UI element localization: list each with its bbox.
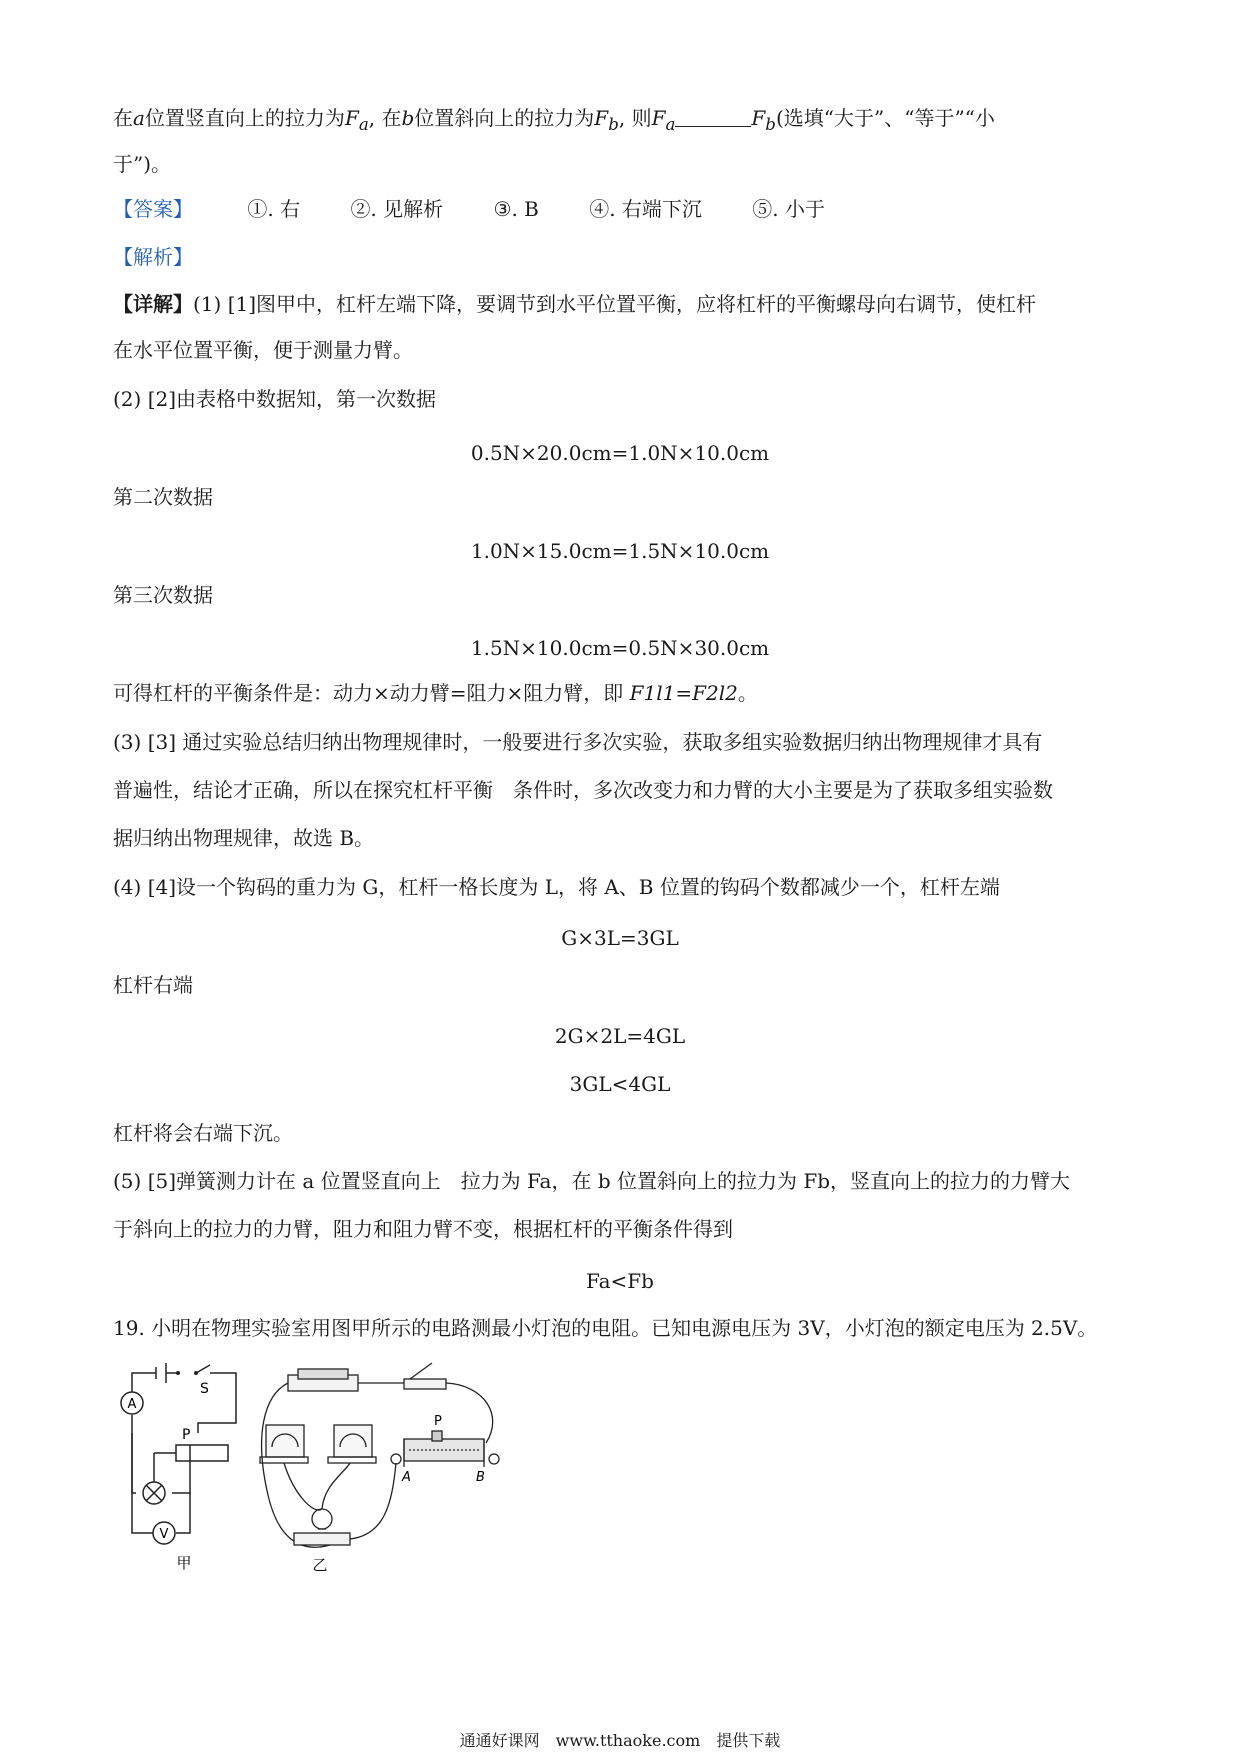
conclusion-line: 可得杠杆的平衡条件是：动力×动力臂=阻力×阻力臂，即 F1l1=F2l2。 (113, 681, 758, 705)
q18-tail-line-2: 于”)。 (113, 152, 172, 176)
slider-label: P (182, 1427, 191, 1443)
apparatus-diagram-yi (254, 1355, 524, 1575)
equation-1: 0.5N×20.0cm=1.0N×10.0cm (470, 441, 770, 465)
detail-p4-conclusion: 杠杆将会右端下沉。 (113, 1121, 293, 1145)
circuit-diagram-jia (108, 1363, 248, 1573)
rheostat-end-a-label: A (402, 1470, 411, 1485)
second-data-label: 第二次数据 (113, 485, 213, 509)
right-end-label: 杠杆右端 (113, 973, 193, 997)
question-19-text: 19. 小明在物理实验室用图甲所示的电路测最小灯泡的电阻。已知电源电压为 3V，小灯泡的额定电压为 2.5V。 (113, 1316, 1098, 1340)
rheostat-end-b-label: B (476, 1470, 485, 1485)
figure-jia-caption: 甲 (176, 1554, 192, 1572)
detail-p3-line-1: (3) [3] 通过实验总结归纳出物理规律时，一般要进行多次实验，获取多组实验数据归纳出物理规律才具有 (113, 730, 1043, 754)
detail-p1-line-2: 在水平位置平衡，便于测量力臂。 (113, 338, 413, 362)
detail-p5-line-1: (5) [5]弹簧测力计在 a 位置竖直向上 拉力为 Fa，在 b 位置斜向上的拉力为 Fb，竖直向上的拉力的力臂大 (113, 1169, 1071, 1193)
detail-p1-line-1: 【详解】(1) [1]图甲中，杠杆左端下降，要调节到水平位置平衡，应将杠杆的平衡螺母向右调节，使杠杆 (113, 292, 1037, 316)
detail-p3-line-3: 据归纳出物理规律，故选 B。 (113, 826, 375, 850)
page-footer: 通通好课网 www.tthaoke.com 提供下载 (459, 1731, 781, 1750)
answer-item: ⑤. 小于 (752, 197, 826, 221)
switch-label: S (200, 1381, 209, 1397)
equation-4: G×3L=3GL (561, 926, 679, 950)
equation-6: 3GL<4GL (569, 1072, 671, 1096)
answer-item: ①. 右 (247, 197, 301, 221)
equation-5: 2G×2L=4GL (554, 1024, 686, 1048)
answer-item: ④. 右端下沉 (589, 197, 702, 221)
equation-3: 1.5N×10.0cm=0.5N×30.0cm (470, 636, 770, 660)
answer-row (113, 194, 869, 224)
q18-tail-line-1: 在a位置竖直向上的拉力为$F_a$, 在b位置斜向上的拉力为$F_b$, 则$F_a$ $F_b$(选填“大于”、“等于”“小 (113, 106, 995, 134)
ammeter-label: A (127, 1397, 137, 1412)
voltmeter-label: V (159, 1527, 169, 1542)
detail-label: 【详解】 (113, 292, 193, 316)
analysis-label: 【解析】 (113, 245, 193, 269)
figure-yi-caption: 乙 (312, 1556, 328, 1574)
answer-item: ②. 见解析 (350, 197, 444, 221)
equation-7: Fa<Fb (586, 1269, 654, 1293)
detail-p3-line-2: 普遍性，结论才正确，所以在探究杠杆平衡 条件时，多次改变力和力臂的大小主要是为了获取多组实验数 (113, 778, 1053, 802)
third-data-label: 第三次数据 (113, 583, 213, 607)
answer-blank (675, 106, 751, 127)
detail-p4-line-1: (4) [4]设一个钩码的重力为 G，杠杆一格长度为 L，将 A、B 位置的钩码个数都减少一个，杠杆左端 (113, 875, 1000, 899)
answer-label: 【答案】 (113, 197, 193, 221)
detail-p5-line-2: 于斜向上的拉力的力臂，阻力和阻力臂不变，根据杠杆的平衡条件得到 (113, 1217, 733, 1241)
balance-formula: F1l1=F2l2 (629, 681, 738, 705)
rheostat-slider-label: P (434, 1414, 442, 1429)
equation-2: 1.0N×15.0cm=1.5N×10.0cm (470, 539, 770, 563)
answer-item: ③. B (493, 197, 539, 221)
detail-p2-intro: (2) [2]由表格中数据知，第一次数据 (113, 387, 437, 411)
